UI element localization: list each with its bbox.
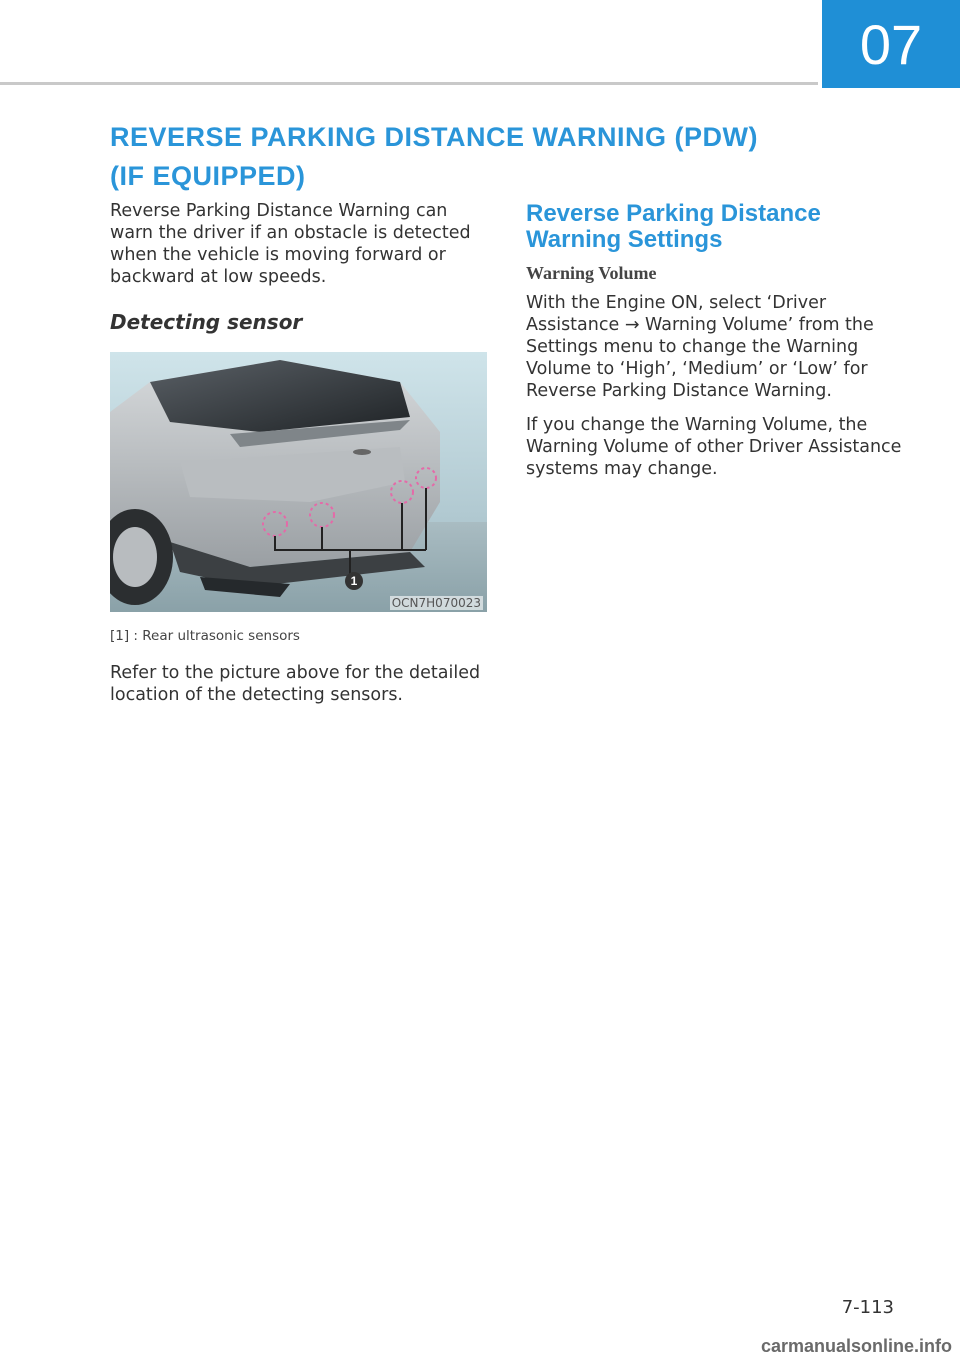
settings-heading: Reverse Parking Distance Warning Settings (526, 200, 821, 253)
section-title (110, 118, 810, 196)
figure-code: OCN7H070023 (391, 596, 481, 610)
car-rear-illustration (110, 352, 487, 612)
watermark: carmanualsonline.info (760, 1336, 952, 1356)
brand-emblem (353, 449, 371, 455)
header-rule (0, 82, 818, 85)
intro-paragraph: Reverse Parking Distance Warning can warn the driver if an obstacle is detected when the vehicle is moving forward or backward at low speeds. (110, 201, 471, 287)
page-number: 7-113 (841, 1297, 894, 1318)
left-column (110, 200, 490, 718)
wheel-rim (113, 527, 157, 587)
figure-caption: [1] : Rear ultrasonic sensors (110, 628, 300, 644)
section-title-line1: REVERSE PARKING DISTANCE WARNING (PDW) (110, 122, 759, 152)
chapter-tab (822, 0, 960, 88)
volume-change-paragraph: If you change the Warning Volume, the Warning Volume of other Driver Assistance systems may change. (526, 415, 902, 479)
section-title-line2: (IF EQUIPPED) (110, 161, 306, 191)
settings-paragraph: With the Engine ON, select ‘Driver Assistance → Warning Volume’ from the Settings menu to change the Warning Volume to ‘High’, ‘Medium’ or ‘Low’ for Reverse Parking Distance Warning. (526, 293, 874, 401)
warning-volume-heading: Warning Volume (526, 263, 657, 283)
right-column (526, 200, 906, 492)
callout-number: 1 (350, 574, 358, 588)
rear-sensor-figure (110, 352, 487, 612)
refer-paragraph: Refer to the picture above for the detailed location of the detecting sensors. (110, 663, 481, 705)
chapter-number: 07 (859, 12, 923, 76)
detecting-sensor-heading: Detecting sensor (110, 310, 303, 334)
